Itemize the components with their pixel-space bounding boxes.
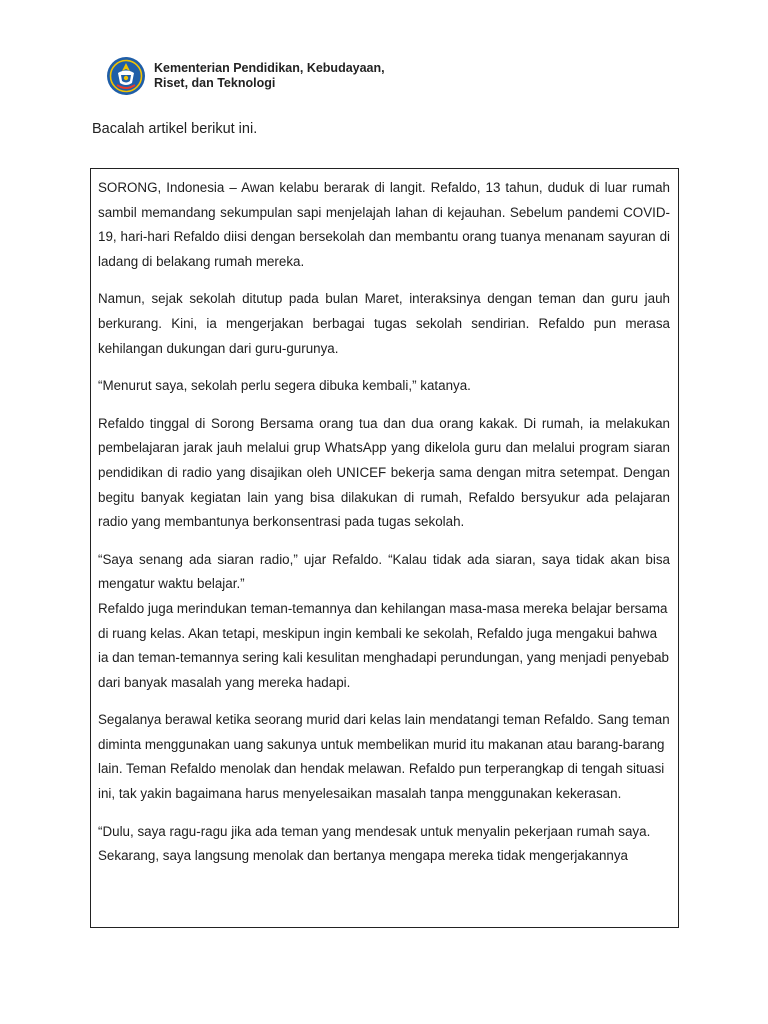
article-paragraph-1: SORONG, Indonesia – Awan kelabu berarak di langit. Refaldo, 13 tahun, duduk di luar rumah sambil memandang sekumpulan sapi menjelajah lahan di kejauhan. Sebelum pandemi COVID-19, hari-hari Refaldo diisi dengan bersekolah dan membantu orang tuanya menanam sayuran di ladang di belakang rumah mereka. [98, 180, 670, 269]
article-paragraph-7: Segalanya berawal ketika seorang murid dari kelas lain mendatangi teman Refaldo. Sang teman diminta menggunakan uang sakunya untuk membelikan murid itu makanan atau barang-barang lain. Teman Refaldo menolak dan hendak melawan. Refaldo pun terperangkap di tengah situasi ini, tak yakin bagaimana harus menyelesaikan masalah tanpa menggunakan kekerasan. [98, 712, 670, 802]
instruction-text: Bacalah artikel berikut ini. [92, 121, 258, 137]
ministry-name-line2: Riset, dan Teknologi [154, 76, 276, 90]
article-paragraph-8: “Dulu, saya ragu-ragu jika ada teman yang mendesak untuk menyalin pekerjaan rumah saya. Sekarang, saya langsung menolak dan bertanya mengapa mereka tidak mengerjakannya [98, 823, 651, 864]
article-paragraph-4: Refaldo tinggal di Sorong Bersama orang tua dan dua orang kakak. Di rumah, ia melakukan pembelajaran jarak jauh melalui grup WhatsApp yang dikelola guru dan melalui program siaran pendidikan di radio yang disajikan oleh UNICEF bekerja sama dengan mitra setempat. Dengan begitu banyak kegiatan lain yang bisa dilakukan di rumah, Refaldo bersyukur ada pelajaran radio yang membantunya berkonsentrasi pada tugas sekolah. [98, 415, 670, 530]
article-box [90, 168, 679, 928]
article-paragraph-2: Namun, sejak sekolah ditutup pada bulan Maret, interaksinya dengan teman dan guru jauh berkurang. Kini, ia mengerjakan berbagai tugas sekolah sendirian. Refaldo pun merasa kehilangan dukungan dari guru-gurunya. [98, 291, 670, 356]
ministry-header [106, 56, 385, 96]
article-paragraph-6: Refaldo juga merindukan teman-temannya dan kehilangan masa-masa mereka belajar bersama di ruang kelas. Akan tetapi, meskipun ingin kembali ke sekolah, Refaldo juga mengakui bahwa ia dan teman-temannya sering kali kesulitan menghadapi perundungan, yang menjadi penyebab dari banyak masalah yang mereka hadapi. [98, 600, 669, 690]
ministry-name [154, 61, 385, 91]
tut-wuri-handayani-emblem-icon [106, 56, 146, 96]
article-paragraph-5: “Saya senang ada siaran radio,” ujar Refaldo. “Kalau tidak ada siaran, saya tidak akan bisa mengatur waktu belajar.” [98, 551, 670, 592]
article-paragraph-3: “Menurut saya, sekolah perlu segera dibuka kembali,” katanya. [98, 378, 471, 394]
ministry-name-line1: Kementerian Pendidikan, Kebudayaan, [154, 61, 385, 75]
